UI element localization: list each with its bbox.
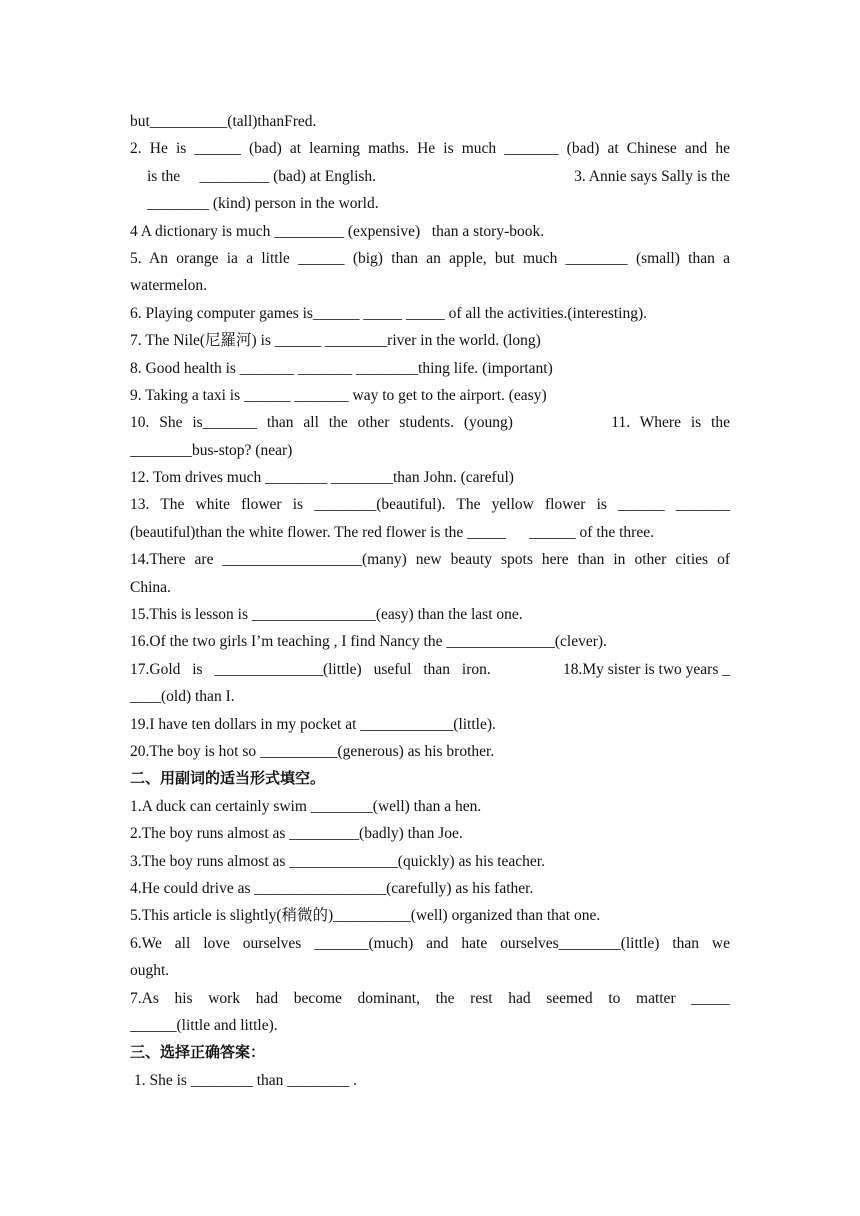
exercise-line: ________bus-stop? (near): [130, 441, 293, 459]
exercise-line: ______(little and little).: [130, 1016, 278, 1034]
worksheet-content: [130, 108, 730, 1094]
exercise-line: 6. Playing computer games is______ _____ _____ of all the activities.(interesting).: [130, 304, 648, 322]
exercise-line: 18.My sister is two years _: [562, 660, 730, 678]
exercise-line: 10. She is_______ than all the other students. (young): [130, 414, 513, 432]
exercise-line: 5. An orange ia a little ______ (big) than an apple, but much ________ (small) than a: [130, 249, 730, 267]
exercise-line: 1. She is ________ than ________ .: [134, 1071, 358, 1089]
exercise-line: 5.This article is slightly(稍微的)__________(well) organized than that one.: [130, 907, 601, 925]
exercise-line: 2.The boy runs almost as _________(badly) than Joe.: [130, 825, 463, 843]
exercise-line: 3.The boy runs almost as ______________(quickly) as his teacher.: [130, 852, 545, 870]
exercise-line: 19.I have ten dollars in my pocket at ____________(little).: [130, 715, 496, 733]
exercise-line: 16.Of the two girls I’m teaching , I find Nancy the ______________(clever).: [130, 633, 607, 651]
exercise-line: ____(old) than I.: [130, 688, 235, 706]
exercise-line-row: [130, 656, 730, 683]
exercise-line: 13. The white flower is ________(beautiful). The yellow flower is ______ _______: [130, 496, 730, 514]
exercise-line: 4.He could drive as _________________(carefully) as his father.: [130, 879, 534, 897]
exercise-line: China.: [130, 578, 171, 596]
exercise-line: 7.As his work had become dominant, the rest had seemed to matter _____: [130, 989, 730, 1007]
exercise-line: 14.There are __________________(many) new beauty spots here than in other cities of: [130, 551, 730, 569]
exercise-line: 2. He is ______ (bad) at learning maths. He is much _______ (bad) at Chinese and he: [130, 140, 730, 158]
exercise-line: 7. The Nile(尼羅河) is ______ ________river in the world. (long): [130, 332, 541, 350]
exercise-line: 8. Good health is _______ _______ ________thing life. (important): [130, 359, 553, 377]
exercise-line-row: [130, 163, 730, 190]
exercise-line-row: [130, 409, 730, 436]
exercise-line: 20.The boy is hot so __________(generous) as his brother.: [130, 742, 495, 760]
exercise-line: watermelon.: [130, 277, 208, 295]
exercise-line: but__________(tall)thanFred.: [130, 113, 317, 130]
section-heading: 三、选择正确答案：: [130, 1043, 266, 1062]
exercise-line: is the _________ (bad) at English.: [147, 167, 377, 185]
exercise-line: 4 A dictionary is much _________ (expensive) than a story-book.: [130, 222, 545, 240]
exercise-line: 1.A duck can certainly swim ________(well) than a hen.: [130, 797, 482, 815]
exercise-line: ________ (kind) person in the world.: [147, 195, 379, 213]
exercise-line: 17.Gold is ______________(little) useful than iron.: [130, 660, 491, 678]
exercise-line: 12. Tom drives much ________ ________than John. (careful): [130, 469, 514, 487]
exercise-line: 3. Annie says Sally is the: [574, 167, 730, 185]
exercise-line: ought.: [130, 962, 170, 980]
exercise-line: (beautiful)than the white flower. The red flower is the _____ ______ of the three.: [130, 523, 654, 541]
exercise-line: 9. Taking a taxi is ______ _______ way to get to the airport. (easy): [130, 386, 547, 404]
section-heading: 二、用副词的适当形式填空。: [130, 769, 326, 788]
exercise-line: 11. Where is the: [611, 414, 730, 432]
exercise-line: 6.We all love ourselves _______(much) and hate ourselves________(little) than we: [130, 934, 730, 952]
exercise-line: 15.This is lesson is ________________(easy) than the last one.: [130, 606, 523, 624]
